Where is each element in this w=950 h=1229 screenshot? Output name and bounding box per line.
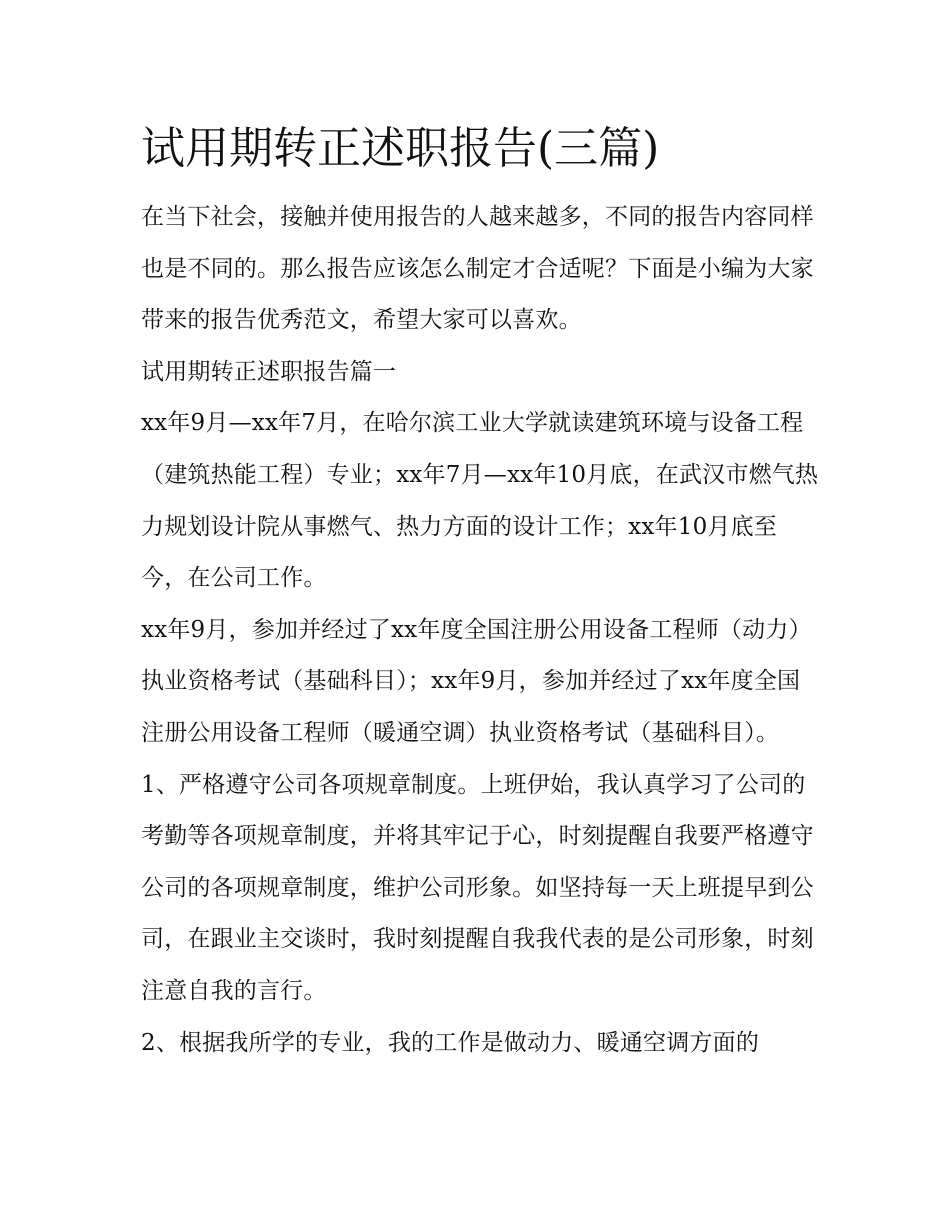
section-heading: 试用期转正述职报告篇一: [141, 358, 397, 385]
paragraph-career: xx年9月—xx年7月，在哈尔滨工业大学就读建筑环境与设备工程（建筑热能工程）专业；xx年7月—xx年10月底，在武汉市燃气热力规划设计院从事燃气、热力方面的设计工作；xx年10月底至今，在公司工作。: [141, 410, 819, 592]
paragraph-exams: xx年9月，参加并经过了xx年度全国注册公用设备工程师（动力）执业资格考试（基础科目）；xx年9月，参加并经过了xx年度全国注册公用设备工程师（暖通空调）执业资格考试（基础科目）。: [141, 616, 812, 746]
document-body: [141, 118, 821, 1069]
paragraph-item-1: 1、严格遵守公司各项规章制度。上班伊始，我认真学习了公司的考勤等各项规章制度，并将其牢记于心，时刻提醒自我要严格遵守公司的各项规章制度，维护公司形象。如坚持每一天上班提早到公司，在跟业主交谈时，我时刻提醒自我我代表的是公司形象，时刻注意自我的言行。: [141, 771, 814, 1004]
paragraph-item-2: 2、根据我所学的专业，我的工作是做动力、暖通空调方面的: [141, 1029, 760, 1056]
intro-paragraph: 在当下社会，接触并使用报告的人越来越多，不同的报告内容同样也是不同的。那么报告应该怎么制定才合适呢？下面是小编为大家带来的报告优秀范文，希望大家可以喜欢。: [141, 204, 814, 334]
document-title: 试用期转正述职报告(三篇): [141, 123, 660, 174]
